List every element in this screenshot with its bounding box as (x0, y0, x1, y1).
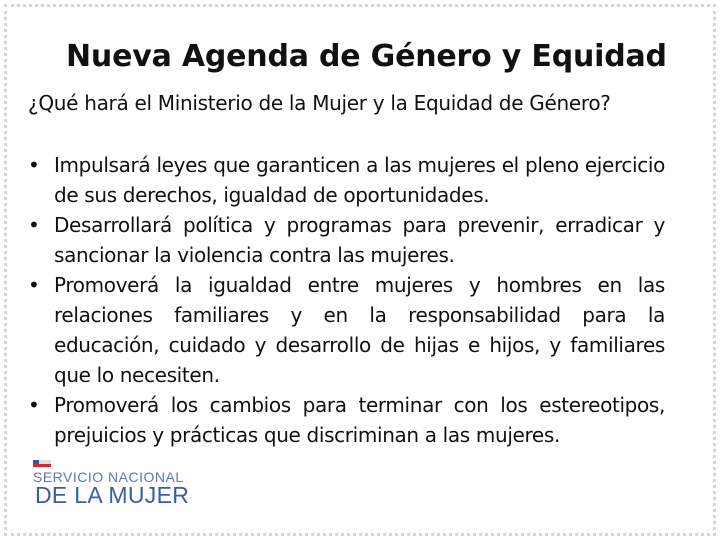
bullet-text: Impulsará leyes que garanticen a las mujeres el pleno ejercicio de sus derechos, igualdad de oportunidades. (54, 153, 665, 207)
bullet-text: Promoverá la igualdad entre mujeres y hombres en las relaciones familiares y en la responsabilidad para la educación, cuidado y desarrollo de hijas e hijos, y familiares que lo necesiten. (54, 273, 665, 387)
bullet-icon: • (28, 393, 40, 417)
bullet-item (28, 270, 665, 390)
bullet-icon: • (28, 153, 40, 177)
slide-title: Nueva Agenda de Género y Equidad (66, 39, 667, 74)
slide-subtitle: ¿Qué hará el Ministerio de la Mujer y la Equidad de Género? (28, 91, 611, 115)
bullet-icon: • (28, 213, 40, 237)
bullet-item (28, 210, 665, 270)
bullet-text: Promoverá los cambios para terminar con los estereotipos, prejuicios y prácticas que discriminan a las mujeres. (54, 393, 665, 447)
bullet-item (28, 150, 665, 210)
bullet-item (28, 390, 665, 450)
bullet-text: Desarrollará política y programas para prevenir, erradicar y sancionar la violencia contra las mujeres. (54, 213, 665, 267)
logo-line-1: SERVICIO NACIONAL (33, 469, 184, 485)
logo-line-2: DE LA MUJER (35, 482, 190, 508)
bullet-icon: • (28, 273, 40, 297)
bullet-list (28, 150, 665, 450)
